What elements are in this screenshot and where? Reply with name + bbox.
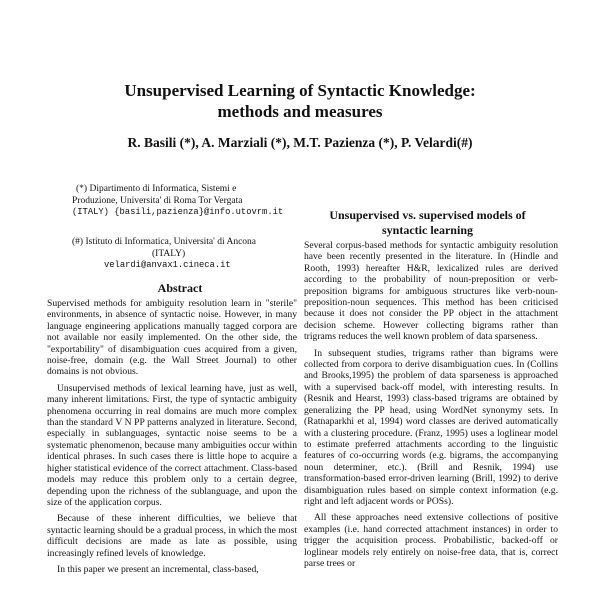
affiliation-1-email: (ITALY) {basili,pazienza}@info.utovrm.it: [72, 207, 284, 217]
section-paragraph-3: All these approaches need extensive collections of positive examples (i.e. hand corrected attachment instances) in order to trigger the acquisition process. Probabilistic, backed-off or loglinear models rely entirely on noise-free data, that is, correct parse trees or: [304, 512, 558, 569]
affiliation-2-email: velardi@anvax1.cineca.it: [104, 260, 231, 270]
author-list: R. Basili (*), A. Marziali (*), M.T. Pazienza (*), P. Velardi(#): [127, 135, 473, 150]
affiliation-1-line-2: Produzione, Universita' di Roma Tor Vergata: [72, 195, 243, 206]
abstract-paragraph-2: Unsupervised methods of lexical learning have, just as well, many inherent limitations. First, the type of syntactic ambiguity phenomena occurring in real domains are much more complex than the standard V N PP patterns analyzed in literature. Second, especially in sublanguages, syntactic noise seems to be a systematic phenomenon, because many ambiguities occur within identical phrases. In such cases there is little hope to acquire a higher statistical evidence of the correct attachment. Class-based models may reduce this problem only to a certain degree, depending upon the richness of the sublanguage, and upon the size of the application corpus.: [47, 382, 297, 508]
section-heading-line-2: syntactic learning: [382, 223, 473, 237]
section-heading: [300, 208, 555, 238]
affiliation-2-line-2: (ITALY): [152, 248, 186, 259]
section-paragraph-2: In subsequent studies, trigrams rather than bigrams were collected from corpora to derive disambiguation cues. In (Collins and Brooks,1995) the problem of data sparseness is approached with a supervised back-off model, with interesting results. In (Resnik and Hearst, 1993) class-based trigrams are obtained by generalizing the PP head, using WordNet synonymy sets. In (Ratnaparkhi et al, 1994) word classes are derived automatically with a clustering procedure. (Franz, 1995) uses a loglinear model to estimate preferred attachments according to the linguistic features of co-occurring words (e.g. bigrams, the accompanying noun determiner, etc.). (Brill and Resnik, 1994) use transformation-based error-driven learning (Brill, 1992) to derive disambiguation rules based on simple context information (e.g. right and left adjacent words or POSs).: [304, 347, 558, 507]
affiliation-2-line-1: (#) Istituto di Informatica, Universita' di Ancona: [72, 237, 257, 247]
abstract-heading: Abstract: [157, 281, 203, 295]
abstract-paragraph-3: Because of these inherent difficulties, we believe that syntactic learning should be a gradual process, in which the most difficult decisions are made as late as possible, using increasingly refined levels of knowledge.: [47, 513, 297, 559]
abstract-paragraph-1: Supervised methods for ambiguity resolution learn in "sterile" environments, in absence of syntactic noise. However, in many language engineering applications manually tagged corpora are not available nor easily implemented. On the other side, the "exportability" of disambiguation cues acquired from a given, noise-free, domain (e.g. the Wall Street Journal) to other domains is not obvious.: [47, 298, 297, 378]
title-line-2: methods and measures: [217, 102, 383, 121]
section-heading-line-1: Unsupervised vs. supervised models of: [329, 208, 526, 222]
title-line-1: Unsupervised Learning of Syntactic Knowledge:: [124, 81, 476, 100]
affiliation-1: [72, 184, 302, 219]
abstract-body: [47, 298, 297, 580]
affiliation-2: [72, 237, 302, 272]
paper-title: [0, 80, 600, 122]
section-paragraph-1: Several corpus-based methods for syntactic ambiguity resolution have been recently presented in the literature. In (Hindle and Rooth, 1993) hereafter H&R, lexicalized rules are derived according to the probability of noun-preposition or verb-preposition bigrams for ambiguous structures like verb-noun-preposition-noun sequences. This method has been criticised because it does not consider the PP object in the attachment decision scheme. However collecting bigrams rather than trigrams reduces the well known problem of data sparseness.: [304, 240, 558, 343]
abstract-paragraph-4: In this paper we present an incremental, class-based,: [57, 563, 259, 575]
affiliation-1-line-1: (*) Dipartimento di Informatica, Sistemi e: [76, 184, 237, 194]
section-body: [304, 240, 558, 574]
